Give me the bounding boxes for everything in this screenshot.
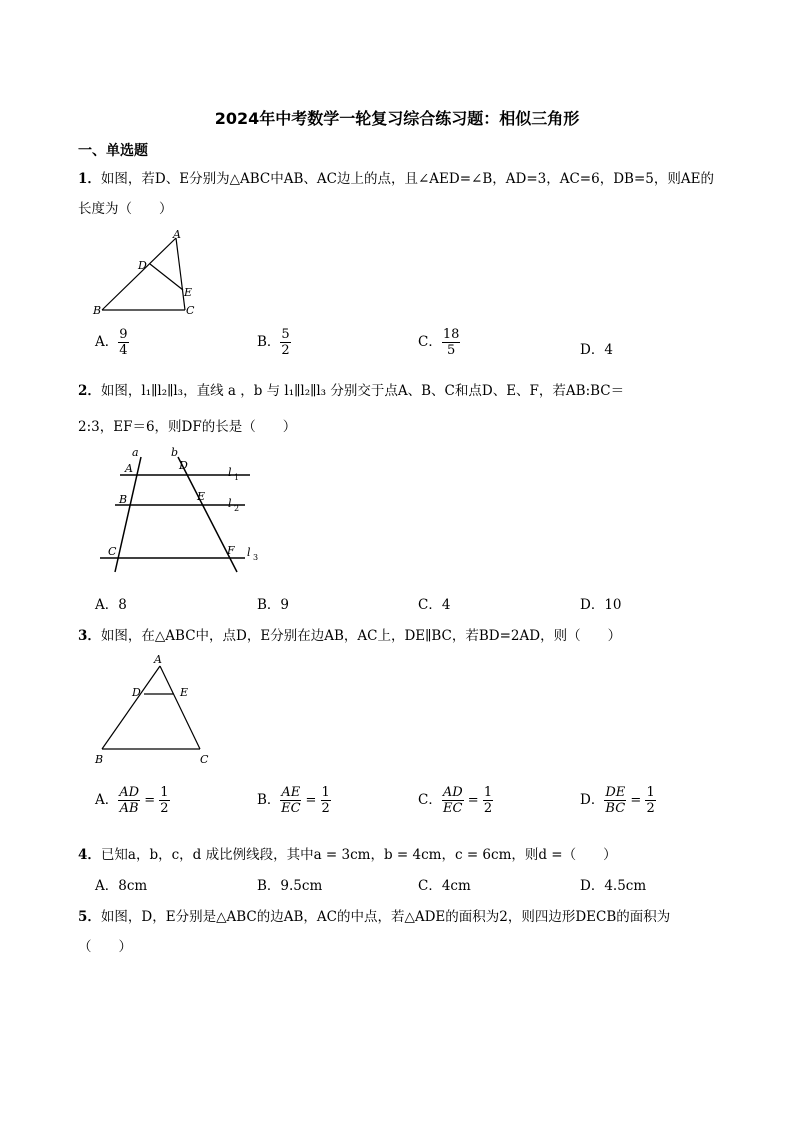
label-A: A: [125, 462, 133, 475]
question-2-line-1: 2．如图，l₁∥l₂∥l₃，直线 a ，b 与 l₁∥l₂∥l₃ 分别交于点A、B、C和点D、E、F，若AB:BC＝: [78, 383, 625, 399]
question-5-line-1: 5．如图，D，E分别是△ABC的边AB，AC的中点，若△ADE的面积为2，则四边形DECB的面积为: [78, 909, 671, 925]
question-4-line-1: 4．已知a，b，c，d 成比例线段，其中a = 3cm，b = 4cm，c = 6cm，则d =（ ）: [78, 847, 617, 863]
option-1b[interactable]: B． $\frac{5}{2}$: [257, 327, 290, 358]
option-2a[interactable]: A．8: [95, 597, 127, 613]
option-4c[interactable]: C．4cm: [418, 878, 471, 894]
label-E: E: [180, 686, 189, 699]
question-1-line-1: [78, 167, 714, 187]
label-B: B: [93, 304, 102, 317]
label-A: A: [173, 228, 181, 241]
option-1a[interactable]: A． $\frac{9}{4}$: [95, 327, 128, 358]
svg-text:3: 3: [253, 553, 259, 562]
label-E: E: [197, 490, 206, 503]
label-b: b: [171, 446, 179, 459]
label-l1: l: [228, 466, 232, 479]
option-2b[interactable]: B．9: [257, 597, 290, 613]
label-F: F: [227, 544, 235, 557]
option-1d[interactable]: D．4: [580, 342, 613, 358]
label-D: D: [132, 686, 141, 699]
question-1-line-2: 长度为（ ）: [78, 201, 173, 217]
section-heading: 一、单选题: [78, 143, 148, 159]
question-2-figure: [95, 445, 270, 575]
question-2-line-2: 2:3，EF＝6，则DF的长是（ ）: [78, 419, 297, 435]
label-l2: l: [228, 497, 232, 510]
option-3d[interactable]: D． $\frac{DE}{BC}$ = $\frac{1}{2}$: [580, 785, 655, 816]
option-3c[interactable]: C． $\frac{AD}{EC}$ = $\frac{1}{2}$: [418, 785, 493, 816]
question-5-line-2: （ ）: [78, 939, 132, 955]
question-number: 1．: [78, 171, 101, 187]
option-4b[interactable]: B．9.5cm: [257, 878, 323, 894]
label-E: E: [184, 286, 193, 299]
label-a: a: [132, 446, 139, 459]
svg-text:1: 1: [234, 473, 240, 482]
svg-text:2: 2: [234, 504, 240, 513]
label-C: C: [108, 545, 117, 558]
option-4d[interactable]: D．4.5cm: [580, 878, 647, 894]
label-C: C: [186, 304, 195, 317]
label-D: D: [179, 459, 188, 472]
label-C: C: [200, 753, 209, 766]
page-title: 2024年中考数学一轮复习综合练习题：相似三角形: [214, 109, 580, 128]
label-B: B: [119, 493, 128, 506]
question-3-figure: [92, 652, 222, 772]
option-2d[interactable]: D．10: [580, 597, 622, 613]
question-3-line-1: 3．如图，在△ABC中，点D，E分别在边AB，AC上，DE∥BC，若BD=2AD，则（ ）: [78, 628, 622, 644]
option-1c[interactable]: C． $\frac{18}{5}$: [418, 327, 460, 358]
question-text: 如图，若D、E分别为△ABC中AB、AC边上的点，且∠AED=∠B，AD=3，AC=6，DB=5，则AE的: [100, 171, 714, 187]
question-1-figure: [90, 228, 210, 320]
label-A: A: [154, 653, 162, 666]
option-2c[interactable]: C．4: [418, 597, 451, 613]
option-3b[interactable]: B． $\frac{AE}{EC}$ = $\frac{1}{2}$: [257, 785, 330, 816]
option-4a[interactable]: A．8cm: [95, 878, 148, 894]
label-l3: l: [247, 546, 251, 559]
option-3a[interactable]: A． $\frac{AD}{AB}$ = $\frac{1}{2}$: [95, 785, 169, 816]
label-B: B: [95, 753, 104, 766]
label-D: D: [138, 259, 147, 272]
